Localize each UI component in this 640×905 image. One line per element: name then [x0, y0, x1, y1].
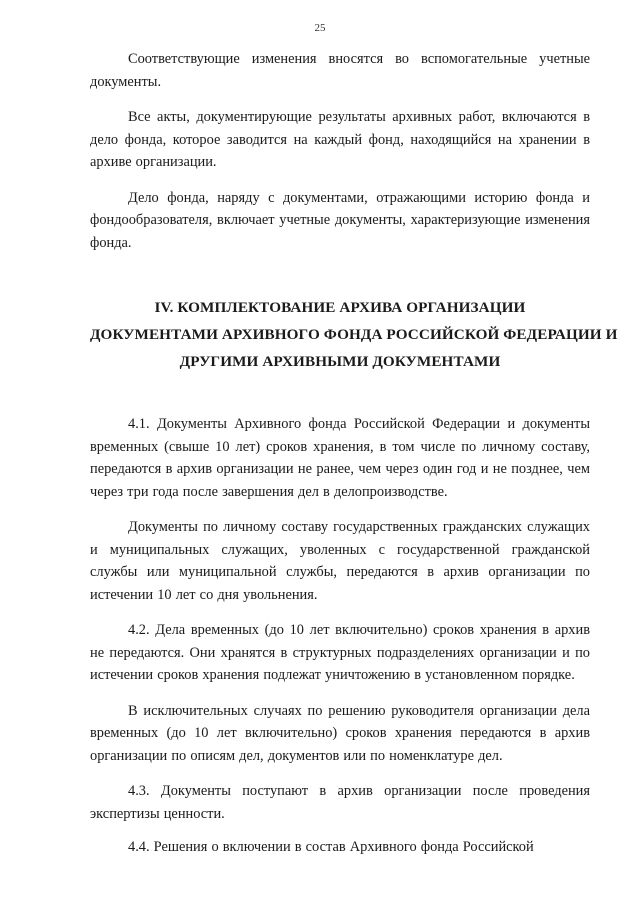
section-heading-line-1: IV. КОМПЛЕКТОВАНИЕ АРХИВА ОРГАНИЗАЦИИ [154, 299, 526, 316]
section-heading-line-2: ДОКУМЕНТАМИ АРХИВНОГО ФОНДА РОССИЙСКОЙ ФЕДЕРАЦИИ И [90, 326, 618, 343]
paragraph-personnel-docs: Документы по личному составу государственных гражданских служащих и муниципальных служащих, уволенных с государственной гражданской службы или муниципальной службы, передаются в архив организации по истечении 10 лет со дня увольнения. [90, 519, 590, 603]
paragraph-4-1: 4.1. Документы Архивного фонда Российской Федерации и документы временных (свыше 10 лет) сроков хранения, в том числе по личному составу, передаются в архив организации не ранее, чем через один год и не позднее, чем через три года после завершения дел в делопроизводстве. [90, 416, 590, 500]
paragraph-archive-acts: Все акты, документирующие результаты архивных работ, включаются в дело фонда, которое заводится на каждый фонд, находящийся на хранении в архиве организации. [90, 109, 590, 170]
paragraph-supplementary-docs: Соответствующие изменения вносятся во вспомогательные учетные документы. [90, 51, 590, 90]
paragraph-4-4: 4.4. Решения о включении в состав Архивного фонда Российской [128, 839, 534, 855]
document-body [90, 48, 618, 872]
section-heading-line-3: ДРУГИМИ АРХИВНЫМИ ДОКУМЕНТАМИ [179, 353, 501, 370]
paragraph-4-3: 4.3. Документы поступают в архив организации после проведения экспертизы ценности. [90, 783, 590, 822]
section-heading [90, 294, 618, 375]
page-number: 25 [314, 22, 326, 34]
paragraph-4-2: 4.2. Дела временных (до 10 лет включительно) сроков хранения в архив не передаются. Они хранятся в структурных подразделениях организации и по истечении сроков хранения подлежат уничтожению в установленном порядке. [90, 622, 590, 683]
paragraph-fund-file: Дело фонда, наряду с документами, отражающими историю фонда и фондообразователя, включает учетные документы, характеризующие изменения фонда. [90, 189, 590, 251]
paragraph-exceptional-cases: В исключительных случаях по решению руководителя организации дела временных (до 10 лет включительно) сроков хранения передаются в архив организации по описям дел, документов или по номенклатуре дел. [90, 702, 590, 764]
